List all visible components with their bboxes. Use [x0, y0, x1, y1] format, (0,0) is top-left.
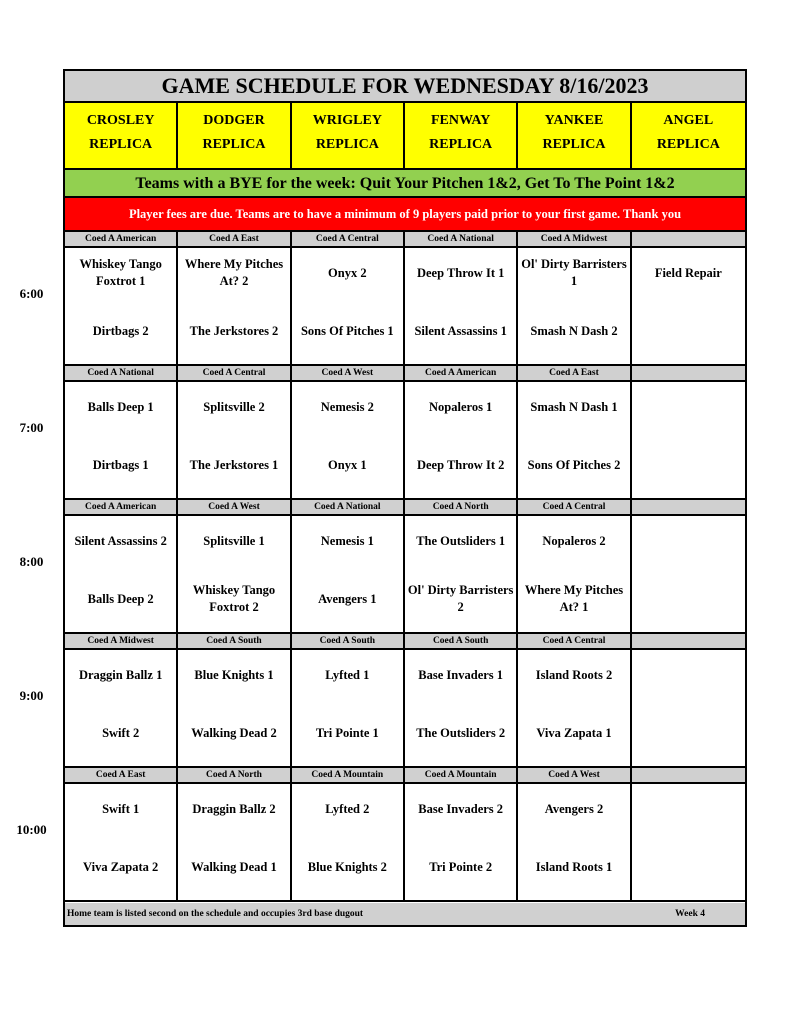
time-slot: [65, 500, 745, 634]
division-label: [632, 634, 745, 648]
away-team: Draggin Ballz 1: [78, 667, 163, 682]
away-team: Splitsville 2: [203, 399, 265, 414]
game-row: [65, 248, 745, 366]
away-team: Island Roots 2: [535, 667, 613, 682]
game-cell: [292, 650, 405, 766]
away-team: [632, 387, 745, 427]
away-team: Balls Deep 1: [87, 399, 154, 414]
away-team: Base Invaders 2: [418, 801, 504, 816]
home-team: The Outsliders 2: [416, 725, 506, 740]
footer-note: Home team is listed second on the schedule and occupies 3rd base dugout: [67, 909, 364, 919]
field-name: CROSLEY: [86, 113, 155, 128]
time-slot: [65, 634, 745, 768]
field-name: YANKEE: [544, 113, 604, 128]
away-team: Nemesis 2: [320, 399, 374, 414]
away-team: Whiskey Tango Foxtrot 1: [79, 257, 162, 288]
schedule-title: GAME SCHEDULE FOR WEDNESDAY 8/16/2023: [65, 71, 745, 103]
division-row: [65, 634, 745, 650]
division-label: Coed A Central: [178, 366, 291, 380]
time-label: 7:00: [19, 420, 44, 435]
division-label: [632, 768, 745, 782]
division-label: Coed A West: [518, 768, 631, 782]
away-team: [632, 521, 745, 561]
division-label: Coed A Mountain: [405, 768, 518, 782]
away-team: Nopaleros 1: [429, 399, 493, 414]
field-header: [292, 103, 405, 170]
game-cell: [178, 784, 291, 900]
field-subtitle: REPLICA: [656, 137, 720, 152]
game-cell: [65, 248, 178, 364]
division-label: Coed A South: [178, 634, 291, 648]
game-cell: [632, 516, 745, 632]
home-team: Whiskey Tango Foxtrot 2: [192, 583, 276, 614]
home-team: [632, 847, 745, 887]
away-team: Lyfted 1: [325, 667, 370, 682]
division-label: Coed A North: [178, 768, 291, 782]
field-header: [65, 103, 178, 170]
field-subtitle: REPLICA: [89, 137, 153, 152]
game-cell: [178, 248, 291, 364]
division-label: Coed A Mountain: [292, 768, 405, 782]
game-cell: [405, 516, 518, 632]
home-team: [632, 311, 745, 351]
division-label: Coed A East: [178, 232, 291, 246]
field-header: [632, 103, 745, 170]
game-cell: [178, 382, 291, 498]
game-cell: [65, 650, 178, 766]
time-label: 6:00: [19, 286, 44, 301]
game-cell: [65, 784, 178, 900]
home-team: The Jerkstores 2: [189, 323, 279, 338]
footer-bar: [65, 903, 745, 925]
game-cell: [405, 784, 518, 900]
division-label: Coed A East: [65, 768, 178, 782]
away-team: Where My Pitches At? 2: [184, 257, 284, 288]
time-slot: [65, 768, 745, 902]
game-cell: [632, 248, 745, 364]
field-header: [405, 103, 518, 170]
game-cell: [632, 382, 745, 498]
home-team: [632, 713, 745, 753]
away-team: Field Repair: [654, 265, 722, 280]
away-team: [632, 655, 745, 695]
game-cell: [65, 516, 178, 632]
game-row: [65, 650, 745, 768]
away-team: [632, 789, 745, 829]
away-team: Deep Throw It 1: [416, 265, 505, 280]
division-label: [632, 366, 745, 380]
time-slot: [65, 232, 745, 366]
division-row: [65, 366, 745, 382]
game-cell: [292, 382, 405, 498]
game-cell: [178, 516, 291, 632]
time-label: 8:00: [19, 554, 44, 569]
game-cell: [292, 516, 405, 632]
home-team: [632, 445, 745, 485]
home-team: Dirtbags 1: [92, 457, 149, 472]
fees-notice: Player fees are due. Teams are to have a minimum of 9 players paid prior to your first game. Thank you: [65, 198, 745, 232]
field-header: [518, 103, 631, 170]
home-team: Blue Knights 2: [307, 859, 387, 874]
game-cell: [632, 784, 745, 900]
field-name: WRIGLEY: [312, 113, 382, 128]
division-label: [632, 500, 745, 514]
field-subtitle: REPLICA: [429, 137, 493, 152]
field-name: ANGEL: [663, 113, 714, 128]
away-team: Swift 1: [102, 801, 140, 816]
division-label: Coed A Midwest: [518, 232, 631, 246]
game-row: [65, 784, 745, 902]
game-cell: [65, 382, 178, 498]
away-team: Nemesis 1: [320, 533, 374, 548]
division-label: Coed A National: [65, 366, 178, 380]
division-label: Coed A Central: [518, 500, 631, 514]
away-team: Splitsville 1: [203, 533, 265, 548]
division-label: Coed A South: [405, 634, 518, 648]
field-subtitle: REPLICA: [202, 137, 266, 152]
division-label: Coed A National: [405, 232, 518, 246]
home-team: Sons Of Pitches 2: [527, 457, 621, 472]
home-team: Swift 2: [102, 725, 140, 740]
division-label: Coed A American: [65, 232, 178, 246]
away-team: Silent Assassins 2: [74, 533, 167, 548]
field-subtitle: REPLICA: [315, 137, 379, 152]
away-team: Base Invaders 1: [418, 667, 504, 682]
home-team: Dirtbags 2: [92, 323, 149, 338]
game-cell: [178, 650, 291, 766]
away-team: Avengers 2: [544, 801, 604, 816]
division-label: [632, 232, 745, 246]
away-team: Blue Knights 1: [194, 667, 274, 682]
home-team: Balls Deep 2: [87, 591, 154, 606]
game-cell: [518, 382, 631, 498]
game-cell: [292, 248, 405, 364]
home-team: Tri Pointe 2: [429, 859, 493, 874]
time-slot: [65, 366, 745, 500]
home-team: Ol' Dirty Barristers 2: [407, 583, 514, 614]
bye-notice: Teams with a BYE for the week: Quit Your Pitchen 1&2, Get To The Point 1&2: [65, 170, 745, 198]
division-label: Coed A Central: [518, 634, 631, 648]
game-cell: [405, 650, 518, 766]
away-team: Draggin Ballz 2: [192, 801, 276, 816]
home-team: Island Roots 1: [535, 859, 613, 874]
home-team: [632, 579, 745, 619]
away-team: Ol' Dirty Barristers 1: [521, 257, 627, 288]
home-team: The Jerkstores 1: [189, 457, 279, 472]
away-team: The Outsliders 1: [416, 533, 506, 548]
division-label: Coed A North: [405, 500, 518, 514]
home-team: Onyx 1: [328, 457, 367, 472]
game-cell: [518, 784, 631, 900]
time-label: 9:00: [19, 688, 44, 703]
game-row: [65, 382, 745, 500]
division-row: [65, 232, 745, 248]
division-label: Coed A West: [292, 366, 405, 380]
division-label: Coed A National: [292, 500, 405, 514]
division-row: [65, 768, 745, 784]
home-team: Sons Of Pitches 1: [300, 323, 394, 338]
home-team: Walking Dead 1: [191, 859, 277, 874]
game-cell: [405, 382, 518, 498]
game-cell: [632, 650, 745, 766]
division-label: Coed A Central: [292, 232, 405, 246]
home-team: Walking Dead 2: [191, 725, 277, 740]
home-team: Avengers 1: [318, 591, 377, 606]
game-cell: [518, 516, 631, 632]
division-label: Coed A Midwest: [65, 634, 178, 648]
game-cell: [518, 650, 631, 766]
away-team: Smash N Dash 1: [530, 399, 618, 414]
away-team: Lyfted 2: [325, 801, 370, 816]
field-name: DODGER: [203, 113, 265, 128]
game-cell: [405, 248, 518, 364]
time-label: 10:00: [16, 822, 47, 837]
home-team: Viva Zapata 2: [83, 859, 159, 874]
field-name: FENWAY: [430, 113, 491, 128]
home-team: Tri Pointe 1: [315, 725, 379, 740]
field-subtitle: REPLICA: [542, 137, 606, 152]
home-team: Smash N Dash 2: [530, 323, 618, 338]
division-label: Coed A East: [518, 366, 631, 380]
division-label: Coed A American: [65, 500, 178, 514]
away-team: Onyx 2: [328, 265, 367, 280]
field-header-row: [65, 103, 745, 170]
division-label: Coed A West: [178, 500, 291, 514]
home-team: Silent Assassins 1: [414, 323, 507, 338]
game-cell: [292, 784, 405, 900]
home-team: Where My Pitches At? 1: [524, 583, 624, 614]
week-label: Week 4: [675, 909, 705, 919]
away-team: Nopaleros 2: [542, 533, 606, 548]
division-row: [65, 500, 745, 516]
field-header: [178, 103, 291, 170]
game-row: [65, 516, 745, 634]
game-cell: [518, 248, 631, 364]
home-team: Viva Zapata 1: [536, 725, 612, 740]
home-team: Deep Throw It 2: [416, 457, 505, 472]
division-label: Coed A American: [405, 366, 518, 380]
division-label: Coed A South: [292, 634, 405, 648]
